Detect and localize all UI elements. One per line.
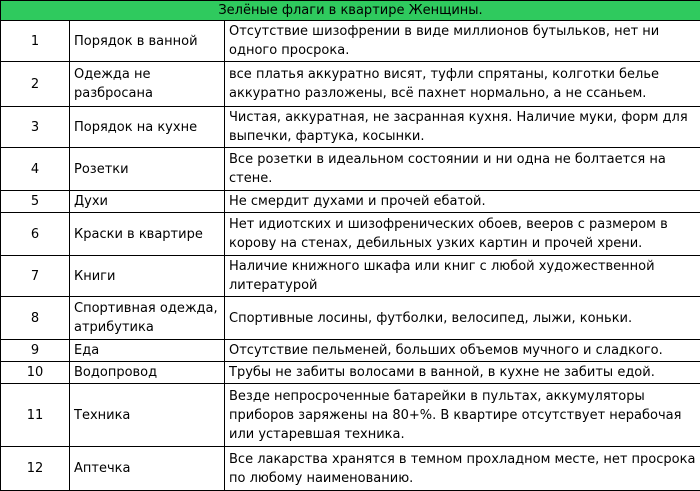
row-number: 5 xyxy=(1,191,70,213)
row-name: Техника xyxy=(70,384,225,447)
row-description: Спортивные лосины, футболки, велосипед, лыжи, коньки. xyxy=(225,297,700,340)
row-name: Аптечка xyxy=(70,447,225,491)
row-name: Порядок в ванной xyxy=(70,21,225,62)
row-name: Порядок на кухне xyxy=(70,107,225,148)
row-name: Розетки xyxy=(70,148,225,191)
row-name: Еда xyxy=(70,340,225,362)
row-description: Все лакарства хранятся в темном прохладном месте, нет просрока по любому наименованию. xyxy=(225,447,700,491)
row-number: 8 xyxy=(1,297,70,340)
row-description: Все розетки в идеальном состоянии и ни одна не болтается на стене. xyxy=(225,148,700,191)
table-row xyxy=(1,340,700,362)
table-title: Зелёные флаги в квартире Женщины. xyxy=(1,1,700,21)
table-row xyxy=(1,62,700,107)
row-description: Трубы не забиты волосами в ванной, в кухне не забиты едой. xyxy=(225,362,700,384)
table-row xyxy=(1,297,700,340)
table-row xyxy=(1,213,700,256)
row-description: Нет идиотских и шизофренических обоев, вееров с размером в корову на стенах, дебильных узких картин и прочей хрени. xyxy=(225,213,700,256)
row-number: 11 xyxy=(1,384,70,447)
row-name: Водопровод xyxy=(70,362,225,384)
row-name: Спортивная одежда, атрибутика xyxy=(70,297,225,340)
table-row xyxy=(1,362,700,384)
table-row xyxy=(1,21,700,62)
row-description: Отсутствие пельменей, больших объемов мучного и сладкого. xyxy=(225,340,700,362)
row-description: Наличие книжного шкафа или книг с любой художественной литературой xyxy=(225,256,700,297)
row-number: 6 xyxy=(1,213,70,256)
table-row xyxy=(1,191,700,213)
row-name: Одежда не разбросана xyxy=(70,62,225,107)
row-number: 9 xyxy=(1,340,70,362)
row-description: все платья аккуратно висят, туфли спрятаны, колготки белье аккуратно разложены, всё пахнет нормально, а не ссаньем. xyxy=(225,62,700,107)
row-name: Духи xyxy=(70,191,225,213)
table-row xyxy=(1,256,700,297)
row-description: Везде непросроченные батарейки в пультах, аккумуляторы приборов заряжены на 80+%. В квартире отсутствует нерабочая или устаревшая техника. xyxy=(225,384,700,447)
row-number: 2 xyxy=(1,62,70,107)
row-number: 7 xyxy=(1,256,70,297)
row-number: 3 xyxy=(1,107,70,148)
row-name: Книги xyxy=(70,256,225,297)
row-number: 1 xyxy=(1,21,70,62)
title-row xyxy=(1,1,700,21)
table-row xyxy=(1,384,700,447)
row-description: Чистая, аккуратная, не засранная кухня. Наличие муки, форм для выпечки, фартука, косынки. xyxy=(225,107,700,148)
table-row xyxy=(1,107,700,148)
row-name: Краски в квартире xyxy=(70,213,225,256)
table-row xyxy=(1,148,700,191)
row-description: Отсутствие шизофрении в виде миллионов бутыльков, нет ни одного просрока. xyxy=(225,21,700,62)
table-row xyxy=(1,447,700,491)
row-number: 4 xyxy=(1,148,70,191)
row-description: Не смердит духами и прочей ебатой. xyxy=(225,191,700,213)
row-number: 12 xyxy=(1,447,70,491)
row-number: 10 xyxy=(1,362,70,384)
